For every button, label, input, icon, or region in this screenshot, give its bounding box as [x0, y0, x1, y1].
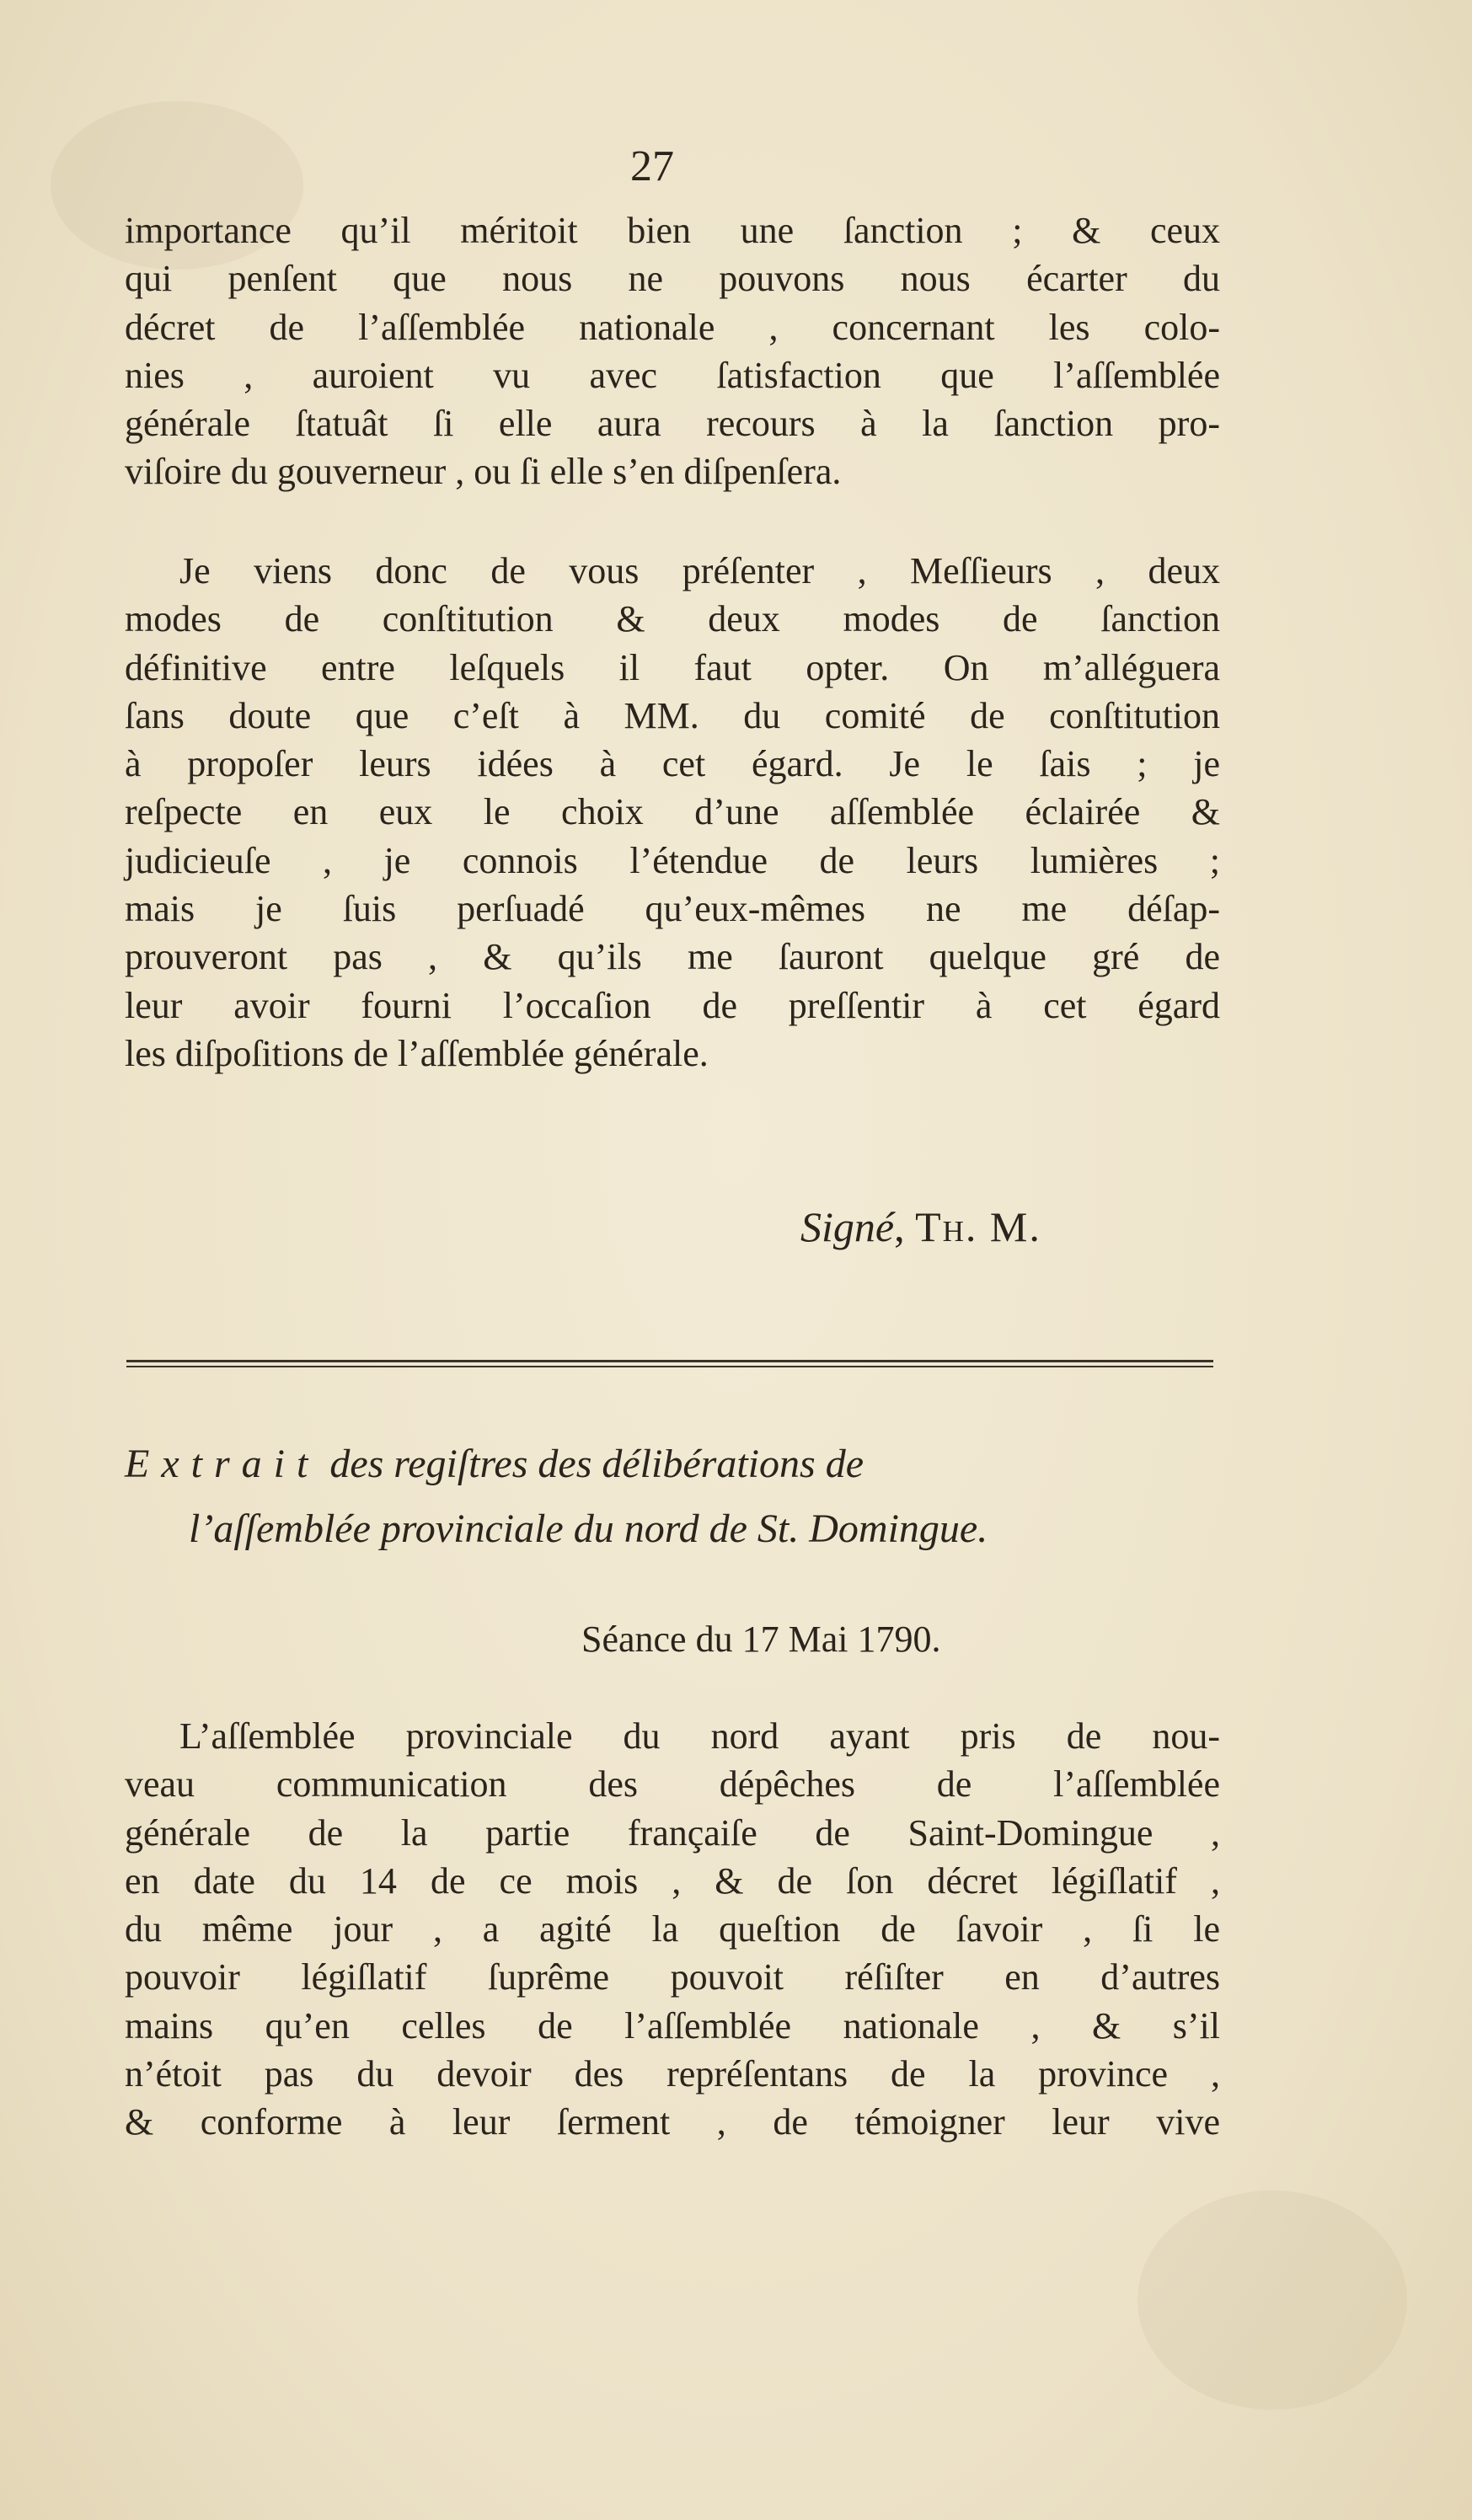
text-line: reſpecte en eux le choix d’une aſſemblée éclairée &: [125, 791, 1220, 833]
text-line: qui penſent que nous ne pouvons nous écarter du: [125, 258, 1220, 300]
extract-title-word: Extrait: [125, 1442, 320, 1486]
paragraph: [125, 1712, 1220, 2147]
signature-line: [800, 1202, 1041, 1251]
text-line: générale ſtatuât ſi elle aura recours à la ſanction pro-: [125, 403, 1220, 445]
extract-heading-line-2: l’aſſemblée provinciale du nord de St. Domingue.: [189, 1506, 988, 1551]
text-line: nies , auroient vu avec ſatisfaction que l’aſſemblée: [125, 354, 1220, 396]
section-divider: [126, 1358, 1213, 1370]
text-line: importance qu’il méritoit bien une ſanction ; & ceux: [125, 210, 1220, 251]
text-line: définitive entre leſquels il faut opter. On m’alléguera: [125, 646, 1220, 688]
text-line: viſoire du gouverneur , ou ſi elle s’en diſpenſera.: [125, 451, 842, 493]
text-line: leur avoir fourni l’occaſion de preſſentir à cet égard: [125, 984, 1220, 1026]
text-line: du même jour , a agité la queſtion de ſavoir , ſi le: [125, 1908, 1220, 1950]
text-line: prouveront pas , & qu’ils me ſauront quelque gré de: [125, 936, 1220, 978]
text-line: modes de conſtitution & deux modes de ſanction: [125, 598, 1220, 640]
text-line: mais je ſuis perſuadé qu’eux-mêmes ne me déſap-: [125, 888, 1220, 930]
text-line: L’aſſemblée provinciale du nord ayant pris de nou-: [179, 1715, 1220, 1757]
paragraph-continued: [125, 206, 1220, 496]
text-line: décret de l’aſſemblée nationale , concernant les colo-: [125, 306, 1220, 348]
divider-rule-thick: [126, 1360, 1213, 1362]
text-line: judicieuſe , je connois l’étendue de leurs lumières ;: [125, 839, 1220, 881]
text-line: veau communication des dépêches de l’aſſemblée: [125, 1763, 1220, 1806]
text-line: & conforme à leur ſerment , de témoigner leur vive: [125, 2101, 1220, 2143]
text-line: ſans doute que c’eſt à MM. du comité de conſtitution: [125, 694, 1220, 736]
signature-separator: ,: [894, 1203, 905, 1250]
text-line: en date du 14 de ce mois , & de ſon décret légiſlatif ,: [125, 1859, 1220, 1902]
divider-rule-thin: [126, 1366, 1213, 1367]
text-line: à propoſer leurs idées à cet égard. Je le ſais ; je: [125, 743, 1220, 785]
extract-heading-text: des regiſtres des délibérations de: [329, 1442, 864, 1486]
text-line: n’étoit pas du devoir des repréſentans de la province ,: [125, 2053, 1220, 2095]
signed-label: Signé: [800, 1203, 895, 1250]
text-line: Je viens donc de vous préſenter , Meſſieurs , deux: [179, 550, 1220, 591]
signatory-name: Th. M.: [915, 1203, 1041, 1250]
paper-stain: [1137, 2191, 1407, 2410]
text-line: mains qu’en celles de l’aſſemblée nationale , & s’il: [125, 2004, 1220, 2046]
paragraph: [125, 547, 1220, 1078]
session-date: Séance du 17 Mai 1790.: [581, 1618, 941, 1660]
page-number: 27: [630, 142, 674, 190]
text-line: pouvoir légiſlatif ſuprême pouvoit réſiſter en d’autres: [125, 1956, 1220, 1998]
text-line: générale de la partie françaiſe de Saint-Domingue ,: [125, 1811, 1220, 1854]
text-line: les diſpoſitions de l’aſſemblée générale.: [125, 1032, 709, 1074]
extract-heading-line-1: [125, 1441, 1220, 1487]
